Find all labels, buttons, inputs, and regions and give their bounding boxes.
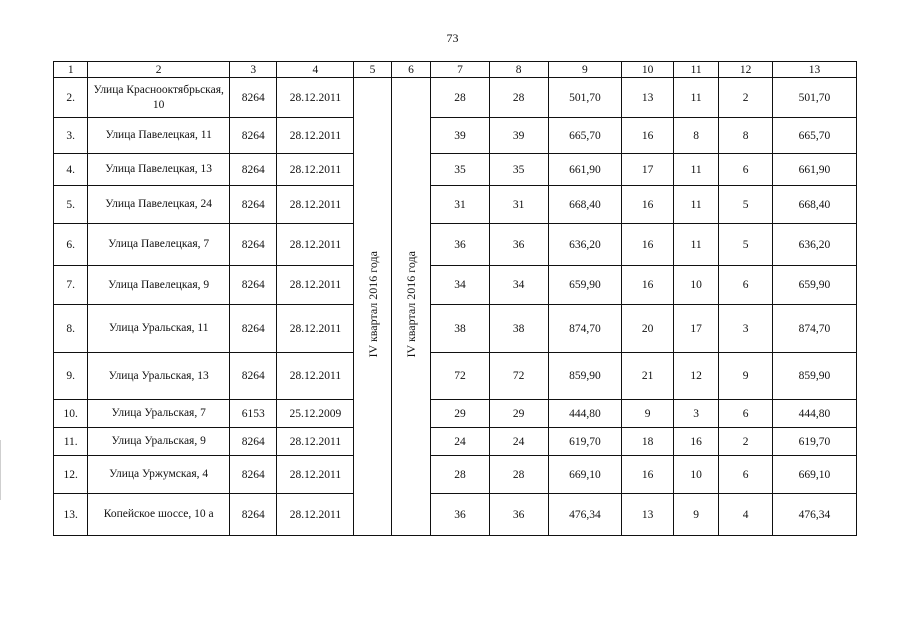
cell-n: 4.: [54, 154, 88, 186]
cell-c9: 636,20: [548, 224, 622, 266]
cell-n: 3.: [54, 118, 88, 154]
cell-c8: 36: [489, 494, 548, 536]
cell-c13: 669,10: [772, 456, 856, 494]
header-cell-4: 4: [277, 62, 354, 78]
cell-c13: 619,70: [772, 428, 856, 456]
cell-c9: 444,80: [548, 400, 622, 428]
cell-c4: 28.12.2011: [277, 353, 354, 400]
cell-c4: 28.12.2011: [277, 154, 354, 186]
cell-c11: 16: [673, 428, 719, 456]
cell-c12: 6: [719, 400, 773, 428]
header-cell-8: 8: [489, 62, 548, 78]
cell-addr: Улица Уральская, 11: [88, 305, 230, 353]
cell-c8: 31: [489, 186, 548, 224]
table-row: [54, 266, 857, 305]
cell-n: 12.: [54, 456, 88, 494]
cell-c13: 476,34: [772, 494, 856, 536]
cell-n: 11.: [54, 428, 88, 456]
cell-n: 8.: [54, 305, 88, 353]
table-body: [54, 62, 857, 536]
merged-period-col5: [354, 78, 391, 536]
cell-c12: 6: [719, 456, 773, 494]
cell-c3: 8264: [229, 353, 277, 400]
cell-c12: 5: [719, 224, 773, 266]
cell-c7: 29: [431, 400, 490, 428]
cell-c8: 72: [489, 353, 548, 400]
cell-n: 2.: [54, 78, 88, 118]
table-row: [54, 400, 857, 428]
cell-c13: 668,40: [772, 186, 856, 224]
cell-c10: 20: [622, 305, 674, 353]
cell-c3: 8264: [229, 494, 277, 536]
cell-c3: 8264: [229, 456, 277, 494]
cell-c7: 38: [431, 305, 490, 353]
cell-c12: 9: [719, 353, 773, 400]
cell-c7: 24: [431, 428, 490, 456]
cell-c11: 11: [673, 186, 719, 224]
cell-c4: 25.12.2009: [277, 400, 354, 428]
cell-c7: 36: [431, 224, 490, 266]
cell-c11: 10: [673, 456, 719, 494]
cell-c7: 39: [431, 118, 490, 154]
cell-c4: 28.12.2011: [277, 428, 354, 456]
cell-c10: 9: [622, 400, 674, 428]
cell-c13: 636,20: [772, 224, 856, 266]
header-cell-7: 7: [431, 62, 490, 78]
cell-addr: Улица Павелецкая, 24: [88, 186, 230, 224]
cell-c12: 5: [719, 186, 773, 224]
cell-n: 13.: [54, 494, 88, 536]
cell-c8: 36: [489, 224, 548, 266]
table-row: [54, 118, 857, 154]
cell-c3: 8264: [229, 224, 277, 266]
cell-c4: 28.12.2011: [277, 118, 354, 154]
cell-n: 6.: [54, 224, 88, 266]
cell-c13: 659,90: [772, 266, 856, 305]
cell-n: 9.: [54, 353, 88, 400]
cell-addr: Улица Павелецкая, 13: [88, 154, 230, 186]
cell-c8: 28: [489, 78, 548, 118]
cell-c7: 36: [431, 494, 490, 536]
cell-c8: 29: [489, 400, 548, 428]
cell-c11: 11: [673, 78, 719, 118]
table-row: [54, 186, 857, 224]
cell-addr: Улица Уральская, 7: [88, 400, 230, 428]
cell-c11: 8: [673, 118, 719, 154]
cell-c3: 8264: [229, 78, 277, 118]
cell-c10: 18: [622, 428, 674, 456]
cell-c12: 2: [719, 78, 773, 118]
table-row: [54, 428, 857, 456]
header-cell-3: 3: [229, 62, 277, 78]
cell-c3: 8264: [229, 428, 277, 456]
cell-c3: 8264: [229, 154, 277, 186]
cell-c11: 9: [673, 494, 719, 536]
cell-c10: 16: [622, 266, 674, 305]
cell-addr: Улица Павелецкая, 7: [88, 224, 230, 266]
cell-c7: 28: [431, 78, 490, 118]
cell-c10: 17: [622, 154, 674, 186]
period-text: IV квартал 2016 года: [365, 251, 380, 358]
cell-c13: 874,70: [772, 305, 856, 353]
cell-c3: 8264: [229, 186, 277, 224]
cell-c12: 6: [719, 154, 773, 186]
cell-c9: 501,70: [548, 78, 622, 118]
cell-c8: 35: [489, 154, 548, 186]
cell-c8: 28: [489, 456, 548, 494]
cell-c7: 72: [431, 353, 490, 400]
cell-c4: 28.12.2011: [277, 305, 354, 353]
cell-c12: 6: [719, 266, 773, 305]
cell-c10: 13: [622, 494, 674, 536]
header-cell-1: 1: [54, 62, 88, 78]
cell-n: 7.: [54, 266, 88, 305]
cell-c3: 6153: [229, 400, 277, 428]
cell-c7: 28: [431, 456, 490, 494]
cell-c4: 28.12.2011: [277, 266, 354, 305]
header-cell-11: 11: [673, 62, 719, 78]
cell-c7: 34: [431, 266, 490, 305]
cell-c12: 4: [719, 494, 773, 536]
cell-c4: 28.12.2011: [277, 186, 354, 224]
page-number: 73: [446, 31, 459, 45]
table-row: [54, 224, 857, 266]
cell-c11: 10: [673, 266, 719, 305]
cell-c7: 31: [431, 186, 490, 224]
header-cell-2: 2: [88, 62, 230, 78]
cell-addr: Улица Павелецкая, 9: [88, 266, 230, 305]
header-cell-9: 9: [548, 62, 622, 78]
cell-c11: 11: [673, 224, 719, 266]
cell-c10: 16: [622, 456, 674, 494]
cell-c13: 444,80: [772, 400, 856, 428]
cell-addr: Улица Уральская, 9: [88, 428, 230, 456]
cell-n: 5.: [54, 186, 88, 224]
cell-addr: Улица Уржумская, 4: [88, 456, 230, 494]
cell-c11: 17: [673, 305, 719, 353]
cell-c3: 8264: [229, 266, 277, 305]
table-row: [54, 78, 857, 118]
cell-c10: 21: [622, 353, 674, 400]
cell-c4: 28.12.2011: [277, 224, 354, 266]
cell-c9: 661,90: [548, 154, 622, 186]
header-cell-6: 6: [391, 62, 430, 78]
cell-c13: 859,90: [772, 353, 856, 400]
cell-c12: 3: [719, 305, 773, 353]
cell-c3: 8264: [229, 118, 277, 154]
cell-c8: 38: [489, 305, 548, 353]
cell-c4: 28.12.2011: [277, 456, 354, 494]
cell-c9: 659,90: [548, 266, 622, 305]
cell-c11: 11: [673, 154, 719, 186]
cell-addr: Копейское шоссе, 10 а: [88, 494, 230, 536]
cell-c13: 665,70: [772, 118, 856, 154]
cell-c8: 34: [489, 266, 548, 305]
period-text: IV квартал 2016 года: [403, 251, 418, 358]
cell-c3: 8264: [229, 305, 277, 353]
header-cell-10: 10: [622, 62, 674, 78]
cell-c8: 24: [489, 428, 548, 456]
cell-addr: Улица Краснооктябрьская, 10: [88, 78, 230, 118]
table-row: [54, 154, 857, 186]
cell-c4: 28.12.2011: [277, 78, 354, 118]
merged-period-col6: [391, 78, 430, 536]
cell-c10: 13: [622, 78, 674, 118]
cell-c9: 669,10: [548, 456, 622, 494]
cell-c12: 8: [719, 118, 773, 154]
cell-n: 10.: [54, 400, 88, 428]
cell-c4: 28.12.2011: [277, 494, 354, 536]
cell-c13: 501,70: [772, 78, 856, 118]
scan-edge-mark: [0, 440, 1, 500]
cell-c9: 874,70: [548, 305, 622, 353]
data-table: [53, 61, 857, 536]
table-row: [54, 456, 857, 494]
table-row: [54, 305, 857, 353]
cell-c9: 619,70: [548, 428, 622, 456]
cell-c10: 16: [622, 118, 674, 154]
header-row: [54, 62, 857, 78]
header-cell-13: 13: [772, 62, 856, 78]
cell-c12: 2: [719, 428, 773, 456]
cell-c9: 859,90: [548, 353, 622, 400]
cell-addr: Улица Уральская, 13: [88, 353, 230, 400]
cell-c9: 668,40: [548, 186, 622, 224]
cell-c11: 12: [673, 353, 719, 400]
cell-c10: 16: [622, 186, 674, 224]
table-row: [54, 353, 857, 400]
header-cell-5: 5: [354, 62, 391, 78]
cell-addr: Улица Павелецкая, 11: [88, 118, 230, 154]
cell-c10: 16: [622, 224, 674, 266]
cell-c8: 39: [489, 118, 548, 154]
cell-c9: 476,34: [548, 494, 622, 536]
cell-c11: 3: [673, 400, 719, 428]
cell-c13: 661,90: [772, 154, 856, 186]
cell-c7: 35: [431, 154, 490, 186]
table-row: [54, 494, 857, 536]
cell-c9: 665,70: [548, 118, 622, 154]
header-cell-12: 12: [719, 62, 773, 78]
